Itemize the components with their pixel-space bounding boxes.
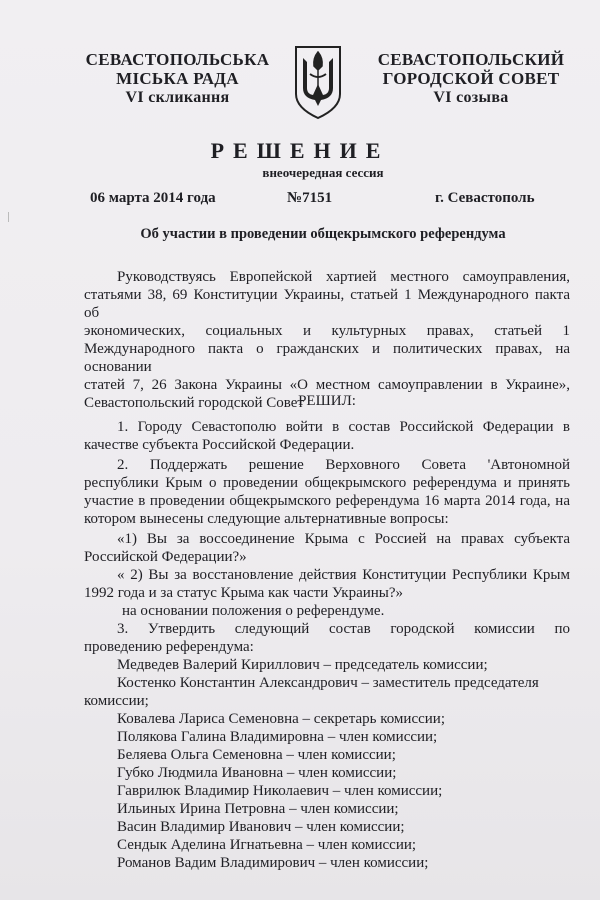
- member-row: Васин Владимир Иванович – член комиссии;: [117, 819, 405, 835]
- member-row: комиссии;: [84, 693, 149, 709]
- convocation-ru: VI созыва: [433, 89, 509, 106]
- preamble-line: статьями 38, 69 Конституции Украины, статьей 1 Международного пакта об: [84, 287, 570, 321]
- member-row: Полякова Галина Владимировна – член комиссии;: [117, 729, 438, 745]
- item-line: 3. Утвердить следующий состав городской комиссии по: [117, 621, 570, 637]
- question-line: «1) Вы за воссоединение Крыма с Россией на правах субъекта: [117, 531, 570, 547]
- council-name-ru: СЕВАСТОПОЛЬСКИЙ: [377, 50, 565, 69]
- member-row: Губко Людмила Ивановна – член комиссии;: [117, 765, 397, 781]
- decision-number: №7151: [287, 190, 333, 206]
- item-3: [84, 620, 570, 656]
- decision-date: 06 марта 2014 года: [90, 190, 216, 206]
- item-line: участие в проведении общекрымского референдума 16 марта 2014 года, на: [84, 493, 570, 509]
- decision-city: г. Севастополь: [435, 190, 535, 206]
- item-line: котором вынесены следующие альтернативные вопросы:: [84, 511, 449, 527]
- question-2: [84, 566, 570, 602]
- question-line: « 2) Вы за восстановление действия Конституции Республики Крым: [117, 567, 570, 583]
- preamble-line: Севастопольский городской Совет: [84, 395, 304, 411]
- member-row: Гаврилюк Владимир Николаевич – член комиссии;: [117, 783, 443, 799]
- member-row: Ковалева Лариса Семеновна – секретарь комиссии;: [117, 711, 445, 727]
- member-row: Сендык Аделина Игнатьевна – член комиссии;: [117, 837, 417, 853]
- item-line: 2. Поддержать решение Верховного Совета 'Автономной: [117, 457, 570, 473]
- header-left: [80, 50, 275, 107]
- session-type: внеочередная сессия: [262, 165, 384, 180]
- margin-mark: [8, 212, 15, 222]
- question-line: 1992 года и за статус Крыма как части Украины?»: [84, 585, 404, 601]
- regulation-line: на основании положения о референдуме.: [122, 603, 385, 619]
- question-line: Российской Федерации?»: [84, 549, 247, 565]
- member-row: Медведев Валерий Кириллович – председатель комиссии;: [117, 657, 488, 673]
- item-2: [84, 456, 570, 528]
- council-name-ru-line2: ГОРОДСКОЙ СОВЕТ: [382, 69, 560, 88]
- question-1: [84, 530, 570, 566]
- member-row: Беляева Ольга Семеновна – член комиссии;: [117, 747, 396, 763]
- council-name-uk-line2: МІСЬКА РАДА: [116, 69, 239, 88]
- header-right: [362, 50, 580, 107]
- member-row: Романов Вадим Владимирович – член комиссии;: [117, 855, 429, 871]
- document-title: РЕШЕНИЕ: [210, 138, 390, 163]
- trident-icon: [293, 44, 343, 120]
- member-row: Костенко Константин Александрович – заместитель председателя: [117, 675, 539, 691]
- preamble-line: Руководствуясь Европейской хартией местного самоуправления,: [117, 269, 570, 285]
- decision-subject: Об участии в проведении общекрымского референдума: [140, 226, 506, 242]
- resolved-heading: РЕШИЛ:: [298, 393, 356, 409]
- item-line: республики Крым о проведении общекрымского референдума и принять: [84, 475, 570, 491]
- item-line: 1. Городу Севастополю войти в состав Российской Федерации в: [117, 419, 570, 435]
- item-1: [84, 418, 570, 454]
- convocation-uk: VI скликання: [125, 89, 230, 106]
- council-name-uk: СЕВАСТОПОЛЬСЬКА: [85, 50, 270, 69]
- preamble: [84, 268, 570, 412]
- member-row: Ильиных Ирина Петровна – член комиссии;: [117, 801, 399, 817]
- preamble-line: Международного пакта о гражданских и политических правах, на основании: [84, 341, 570, 375]
- preamble-line: статей 7, 26 Закона Украины «О местном самоуправлении в Украине»,: [84, 377, 570, 393]
- preamble-line: экономических, социальных и культурных правах, статьей 1: [84, 323, 570, 339]
- item-line: проведению референдума:: [84, 639, 254, 655]
- commission-members: [84, 656, 570, 872]
- item-line: качестве субъекта Российской Федерации.: [84, 437, 355, 453]
